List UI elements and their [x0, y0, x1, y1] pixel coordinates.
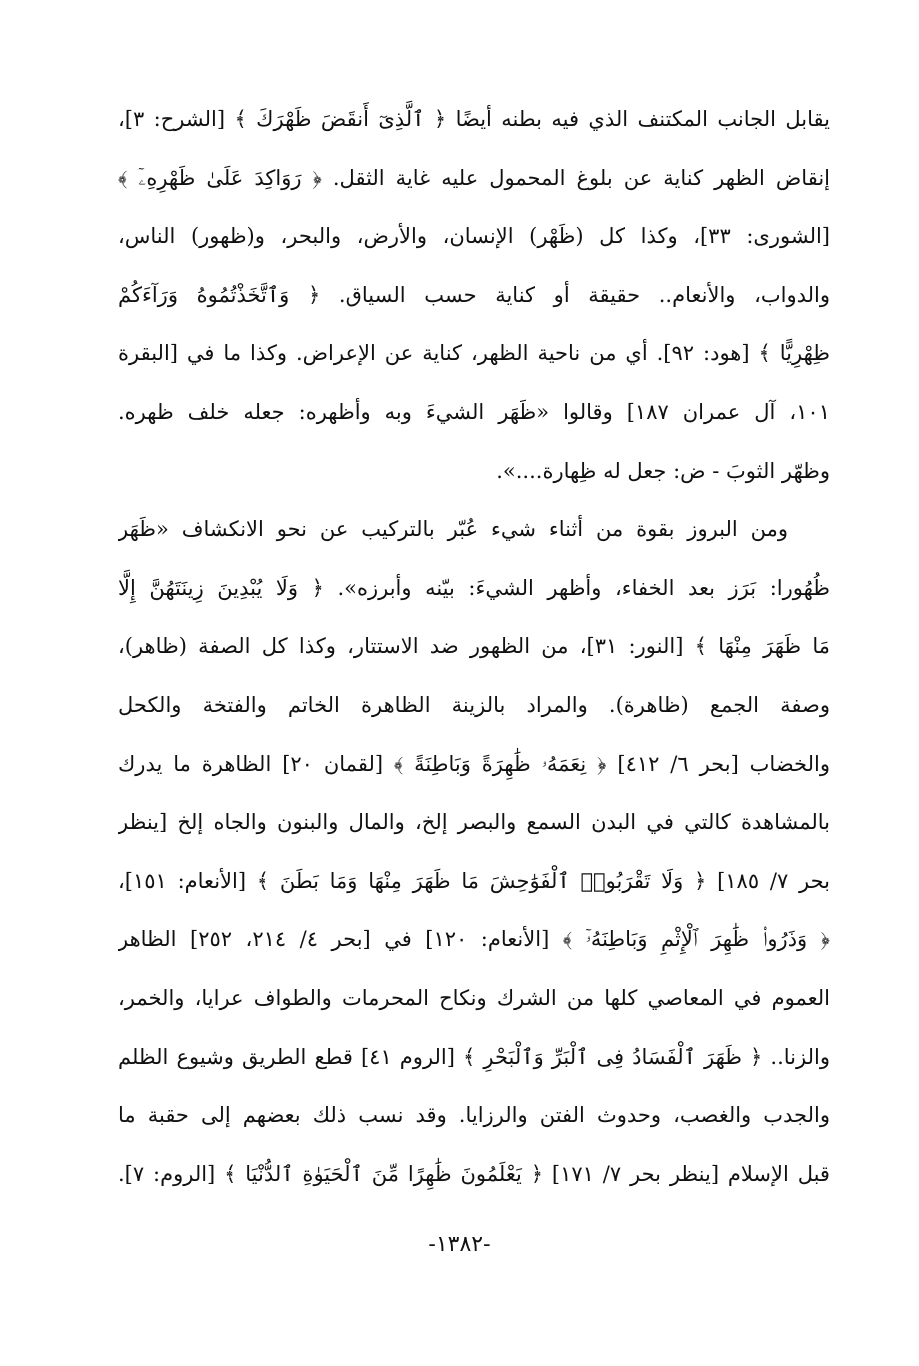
text-line: بالمشاهدة كالتي في البدن السمع والبصر إلخ، والمال والبنون والجاه إلخ [ينظر — [118, 810, 830, 835]
text-line: ومن البروز بقوة من أثناء شيء عُبّر بالتركيب عن نحو الانكشاف «ظَهَر — [118, 517, 788, 542]
text-line: وصفة الجمع (ظاهرة). والمراد بالزينة الظاهرة الخاتم والفتخة والكحل — [118, 692, 830, 717]
text-line: [الشورى: ٣٣]، وكذا كل (ظَهْر) الإنسان، والأرض، والبحر، و(ظهور) الناس، — [118, 224, 830, 249]
text-line: والجدب والغصب، وحدوث الفتن والرزايا. وقد نسب ذلك بعضهم إلى حقبة ما — [118, 1103, 830, 1128]
text-line: والدواب، والأنعام.. حقيقة أو كناية حسب السياق. ﴿ وَٱتَّخَذْتُمُوهُ وَرَآءَكُمْ — [118, 282, 830, 307]
text-line: والخضاب [بحر ٦/ ٤١٢] ﴿ نِعَمَهُۥ ظَٰهِرَةً وَبَاطِنَةً ﴾ [لقمان ٢٠] الظاهرة ما يدرك — [118, 751, 830, 776]
text-line: مَا ظَهَرَ مِنْهَا ﴾ [النور: ٣١]، من الظهور ضد الاستتار، وكذا كل الصفة (ظاهر)، — [118, 634, 830, 659]
text-line: ظِهْرِيًّا ﴾ [هود: ٩٢]. أي من ناحية الظهر، كناية عن الإعراض. وكذا ما في [البقرة — [118, 341, 830, 366]
text-line: والزنا.. ﴿ ظَهَرَ ٱلْفَسَادُ فِى ٱلْبَرِّ وَٱلْبَحْرِ ﴾ [الروم ٤١] قطع الطريق وشيوع الظلم — [118, 1044, 830, 1069]
text-line: ١٠١، آل عمران ١٨٧] وقالوا «ظَهَر الشيءَ وبه وأظهره: جعله خلف ظهره. — [118, 399, 830, 424]
text-line: إنقاض الظهر كناية عن بلوغ المحمول عليه غاية الثقل. ﴿ رَوَاكِدَ عَلَىٰ ظَهْرِهِۦٓ ﴾ — [118, 165, 830, 190]
page-number: -١٣٨٢- — [428, 1232, 491, 1257]
text-line: قبل الإسلام [ينظر بحر ٧/ ١٧١] ﴿ يَعْلَمُونَ ظَٰهِرًا مِّنَ ٱلْحَيَوٰةِ ٱلدُّنْيَا ﴾ [الروم: ٧]. — [118, 1161, 830, 1186]
text-line: ظُهُورا: بَرَز بعد الخفاء، وأظهر الشيءَ: بيّنه وأبرزه». ﴿ وَلَا يُبْدِينَ زِينَتَهُنَّ إِلَّا — [118, 575, 830, 600]
text-line: بحر ٧/ ١٨٥] ﴿ وَلَا تَقْرَبُوا۟ ٱلْفَوَٰحِشَ مَا ظَهَرَ مِنْهَا وَمَا بَطَنَ ﴾ [الأنعام: ١٥١]، — [118, 868, 830, 893]
body-text — [118, 90, 830, 1203]
text-line: وظهّر الثوبَ - ض: جعل له ظِهارة....». — [496, 458, 830, 483]
text-line: ﴿ وَذَرُوا۟ ظَٰهِرَ ٱلْإِثْمِ وَبَاطِنَهُۥٓ ﴾ [الأنعام: ١٢٠] في [بحر ٤/ ٢١٤، ٢٥٢] الظاهر — [118, 927, 830, 952]
text-line: يقابل الجانب المكتنف الذي فيه بطنه أيضًا ﴿ ٱلَّذِىٓ أَنقَضَ ظَهْرَكَ ﴾ [الشرح: ٣]، — [118, 107, 830, 131]
text-line: العموم في المعاصي كلها من الشرك ونكاح المحرمات والطواف عرايا، والخمر، — [118, 985, 830, 1010]
